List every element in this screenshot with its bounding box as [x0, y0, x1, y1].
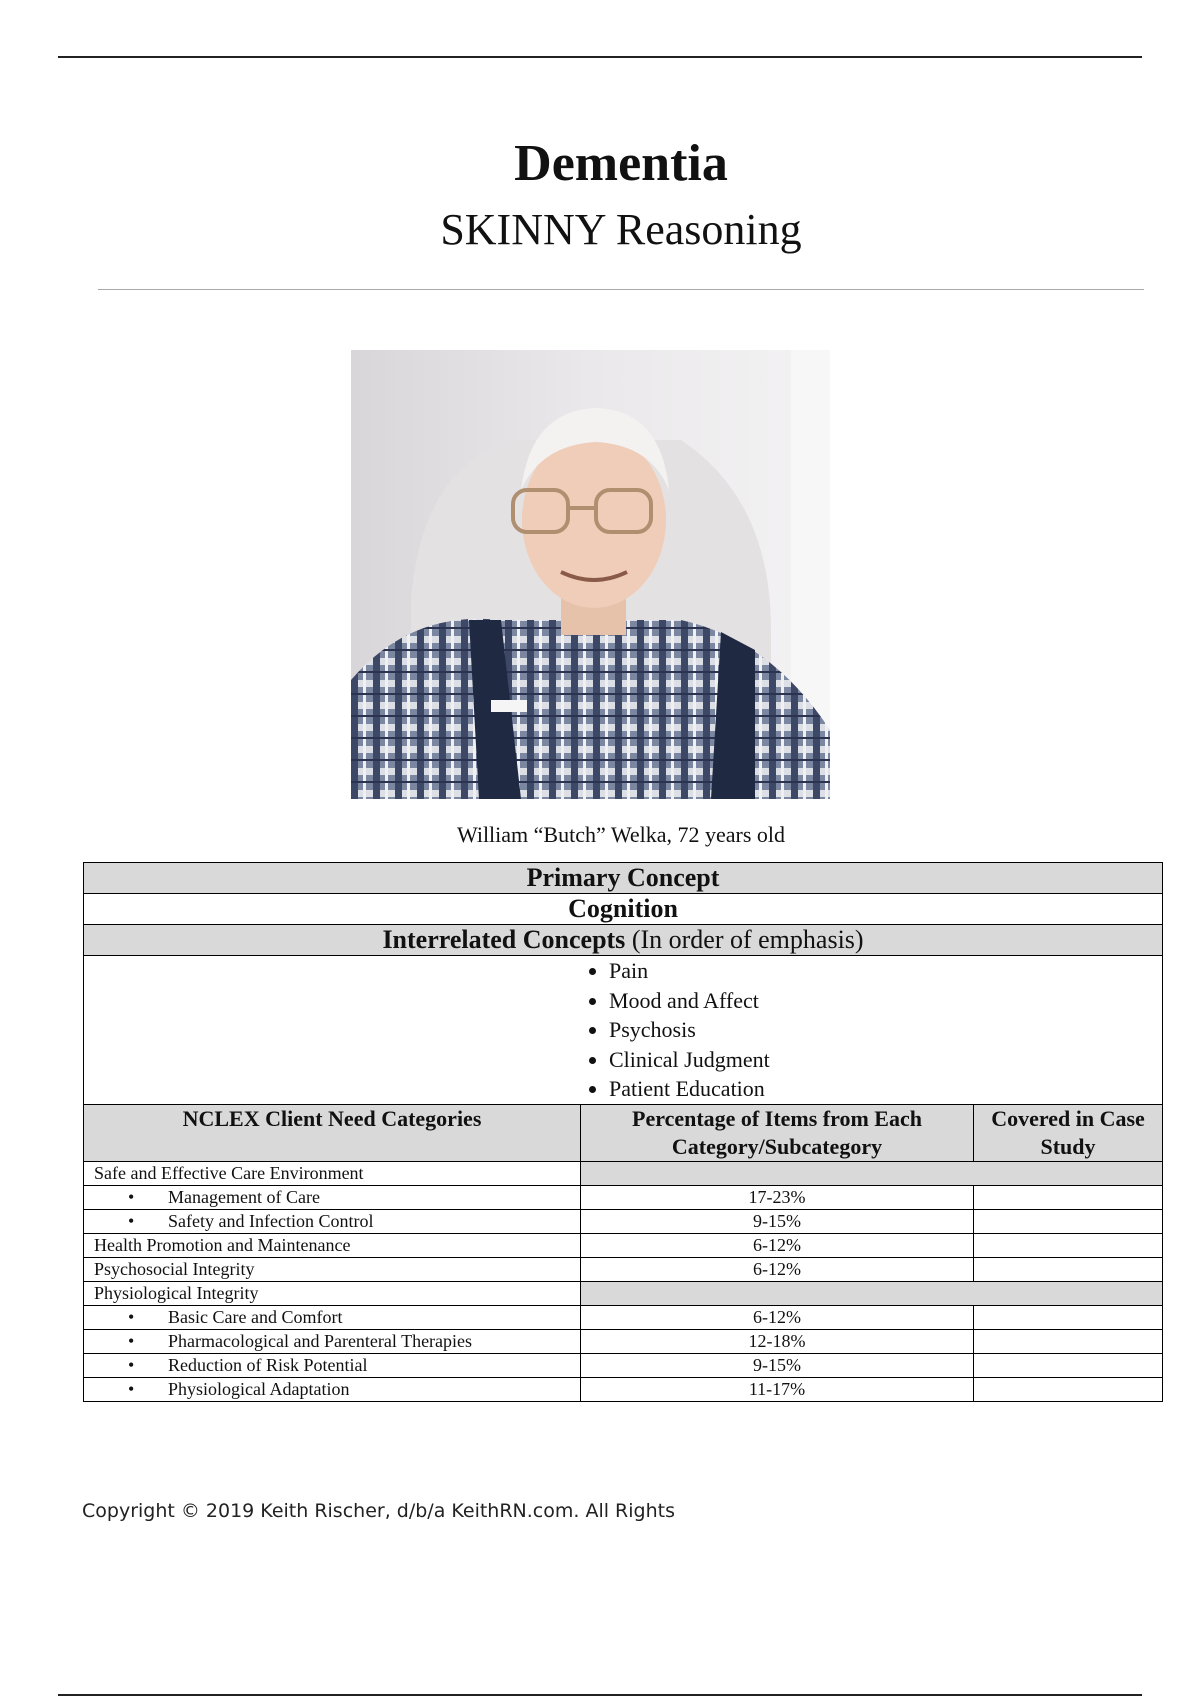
interrelated-concepts-header — [84, 925, 1163, 956]
title-divider — [98, 289, 1144, 290]
interrelated-concepts-list — [84, 956, 1163, 1105]
subcategory-label: • Pharmacological and Parenteral Therapies — [84, 1329, 581, 1353]
percentage-header: Percentage of Items from Each Category/Subcategory — [581, 1104, 974, 1161]
subcategory-label: • Management of Care — [84, 1185, 581, 1209]
category-label: Physiological Integrity — [84, 1281, 581, 1305]
covered-cell — [974, 1185, 1163, 1209]
concept-table — [83, 862, 1163, 1402]
category-label: Health Promotion and Maintenance — [84, 1233, 581, 1257]
percentage-cell: 17-23% — [581, 1185, 974, 1209]
covered-cell — [974, 1329, 1163, 1353]
percentage-cell: 9-15% — [581, 1209, 974, 1233]
concept-item: • Mood and Affect — [609, 986, 1162, 1016]
category-label: Safe and Effective Care Environment — [84, 1161, 581, 1185]
bottom-rule — [58, 1694, 1142, 1696]
percentage-cell: 6-12% — [581, 1305, 974, 1329]
concept-item: • Patient Education — [609, 1074, 1162, 1104]
percentage-cell: 9-15% — [581, 1353, 974, 1377]
interrelated-note: (In order of emphasis) — [625, 925, 864, 954]
covered-header: Covered in Case Study — [974, 1104, 1163, 1161]
table-row — [84, 1233, 1163, 1257]
covered-cell — [974, 1233, 1163, 1257]
table-row — [84, 1377, 1163, 1401]
interrelated-label: Interrelated Concepts — [382, 925, 626, 954]
top-rule — [58, 56, 1142, 58]
subcategory-label: • Reduction of Risk Potential — [84, 1353, 581, 1377]
covered-cell — [974, 1209, 1163, 1233]
photo-caption: William “Butch” Welka, 72 years old — [456, 822, 786, 847]
table-row — [84, 1305, 1163, 1329]
covered-cell — [974, 1257, 1163, 1281]
table-row — [84, 1353, 1163, 1377]
table-row — [84, 1257, 1163, 1281]
concept-item: • Clinical Judgment — [609, 1045, 1162, 1075]
concept-item: • Psychosis — [609, 1015, 1162, 1045]
patient-photo — [351, 350, 830, 799]
table-row — [84, 1281, 1163, 1305]
page-title: Dementia — [514, 135, 728, 192]
percentage-cell: 6-12% — [581, 1233, 974, 1257]
percentage-cell: 6-12% — [581, 1257, 974, 1281]
category-shaded-cell — [581, 1161, 1163, 1185]
page-subtitle: SKINNY Reasoning — [440, 205, 802, 254]
table-row — [84, 1209, 1163, 1233]
covered-cell — [974, 1305, 1163, 1329]
table-row — [84, 1161, 1163, 1185]
category-shaded-cell — [581, 1281, 1163, 1305]
copyright-notice: Copyright © 2019 Keith Rischer, d/b/a KeithRN.com. All Rights — [82, 1500, 675, 1522]
covered-cell — [974, 1353, 1163, 1377]
percentage-cell: 12-18% — [581, 1329, 974, 1353]
subcategory-label: • Physiological Adaptation — [84, 1377, 581, 1401]
table-row — [84, 1185, 1163, 1209]
subcategory-label: • Safety and Infection Control — [84, 1209, 581, 1233]
nclex-categories-header: NCLEX Client Need Categories — [84, 1104, 581, 1161]
table-row — [84, 1329, 1163, 1353]
primary-concept-value: Cognition — [84, 894, 1163, 925]
category-label: Psychosocial Integrity — [84, 1257, 581, 1281]
concept-item: • Pain — [609, 956, 1162, 986]
primary-concept-header: Primary Concept — [84, 863, 1163, 894]
subcategory-label: • Basic Care and Comfort — [84, 1305, 581, 1329]
percentage-cell: 11-17% — [581, 1377, 974, 1401]
covered-cell — [974, 1377, 1163, 1401]
